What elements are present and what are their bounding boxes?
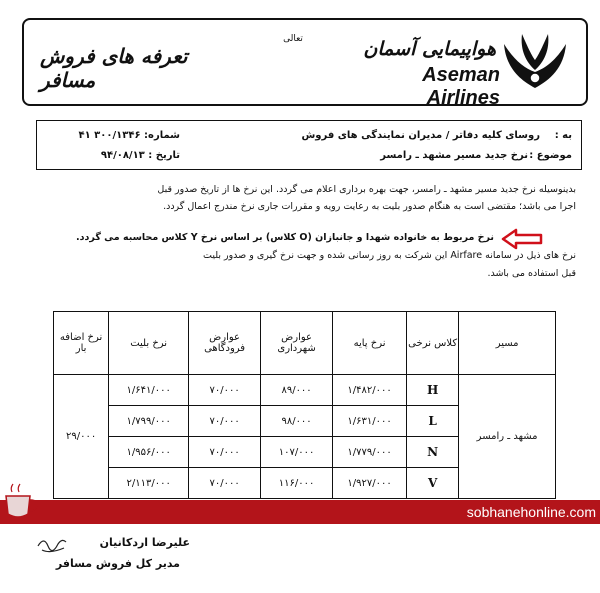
body-line-3: نرخ مربوط به خانواده شهدا و جانبازان (O کلاس) بر اساس نرخ Y کلاس محاسبه می گردد. [76,232,494,243]
coffee-cup-icon [0,480,44,524]
header-airport: عوارض فرودگاهی [189,312,261,375]
class-cell: V [407,468,459,499]
body-line-1: بدینوسیله نرخ جدید مسیر مشهد ـ رامسر، جهت بهره برداری اعلام می گردد. این نرخ ها از تاریخ صدور قبل [157,184,576,195]
letter-info-box [36,120,582,170]
base-cell: ۱/۹۲۷/۰۰۰ [333,468,407,499]
signer-role: مدیر کل فروش مسافر [55,557,180,570]
header-municipal: عوارض شهرداری [261,312,333,375]
ticket-cell: ۱/۷۹۹/۰۰۰ [109,406,189,437]
class-cell: L [407,406,459,437]
municipal-cell: ۹۸/۰۰۰ [261,406,333,437]
airport-cell: ۷۰/۰۰۰ [189,406,261,437]
airline-name-fa: هواپیمایی آسمان [363,38,496,60]
base-cell: ۱/۴۸۲/۰۰۰ [333,375,407,406]
subject-value: نرخ جدید مسیر مشهد ـ رامسر [380,150,528,161]
header-ticket: نرخ بلیت [109,312,189,375]
body-line-2: اجرا می باشد؛ مقتضی است به هنگام صدور بلیت به رعایت رویه و مقررات جاری نرخ مندرج اعمال گردد. [163,201,576,212]
body-line-5: قبل استفاده می باشد. [487,268,576,279]
airport-cell: ۷۰/۰۰۰ [189,375,261,406]
header-route: مسیر [459,312,556,375]
header-seal-text: تعالی [283,34,303,44]
municipal-cell: ۱۱۶/۰۰۰ [261,468,333,499]
ticket-cell: ۲/۱۱۳/۰۰۰ [109,468,189,499]
watermark-url: sobhanehonline.com [466,504,596,520]
ticket-cell: ۱/۶۴۱/۰۰۰ [109,375,189,406]
body-line-4: نرخ های ذیل در سامانه Airfare این شرکت به روز رسانی شده و جهت نرخ گیری و صدور بلیت [203,250,576,261]
header-base: نرخ پایه [333,312,407,375]
signer-name: علیرضا اردکانیان [99,536,190,549]
letter-number: شماره: ۳۰۰/۱۳۴۶ ۴۱ [78,130,180,141]
airport-cell: ۷۰/۰۰۰ [189,437,261,468]
header-excess: نرخ اضافه بار [54,312,109,375]
excess-cell: ۲۹/۰۰۰ [54,375,109,499]
municipal-cell: ۸۹/۰۰۰ [261,375,333,406]
airline-name-en: Aseman Airlines [422,64,500,109]
route-cell: مشهد ـ رامسر [459,375,556,499]
to-value: روسای کلیه دفاتر / مدیران نمایندگی های فروش [301,130,540,141]
subject-label: موضوع : [529,150,572,161]
class-cell: N [407,437,459,468]
to-label: به : [554,130,572,141]
aseman-logo-icon [500,30,570,92]
header-class: کلاس نرخی [407,312,459,375]
base-cell: ۱/۷۷۹/۰۰۰ [333,437,407,468]
municipal-cell: ۱۰۷/۰۰۰ [261,437,333,468]
fares-table [53,311,556,499]
table-header-row [54,312,556,375]
left-arrow-icon [500,228,544,250]
ticket-cell: ۱/۹۵۶/۰۰۰ [109,437,189,468]
table-row [54,375,556,406]
airport-cell: ۷۰/۰۰۰ [189,468,261,499]
document-title: تعرفه های فروش مسافر [40,44,188,92]
handwritten-signature [36,532,70,556]
class-cell: H [407,375,459,406]
letter-date: تاریخ : ۹۴/۰۸/۱۳ [100,150,180,161]
base-cell: ۱/۶۳۱/۰۰۰ [333,406,407,437]
